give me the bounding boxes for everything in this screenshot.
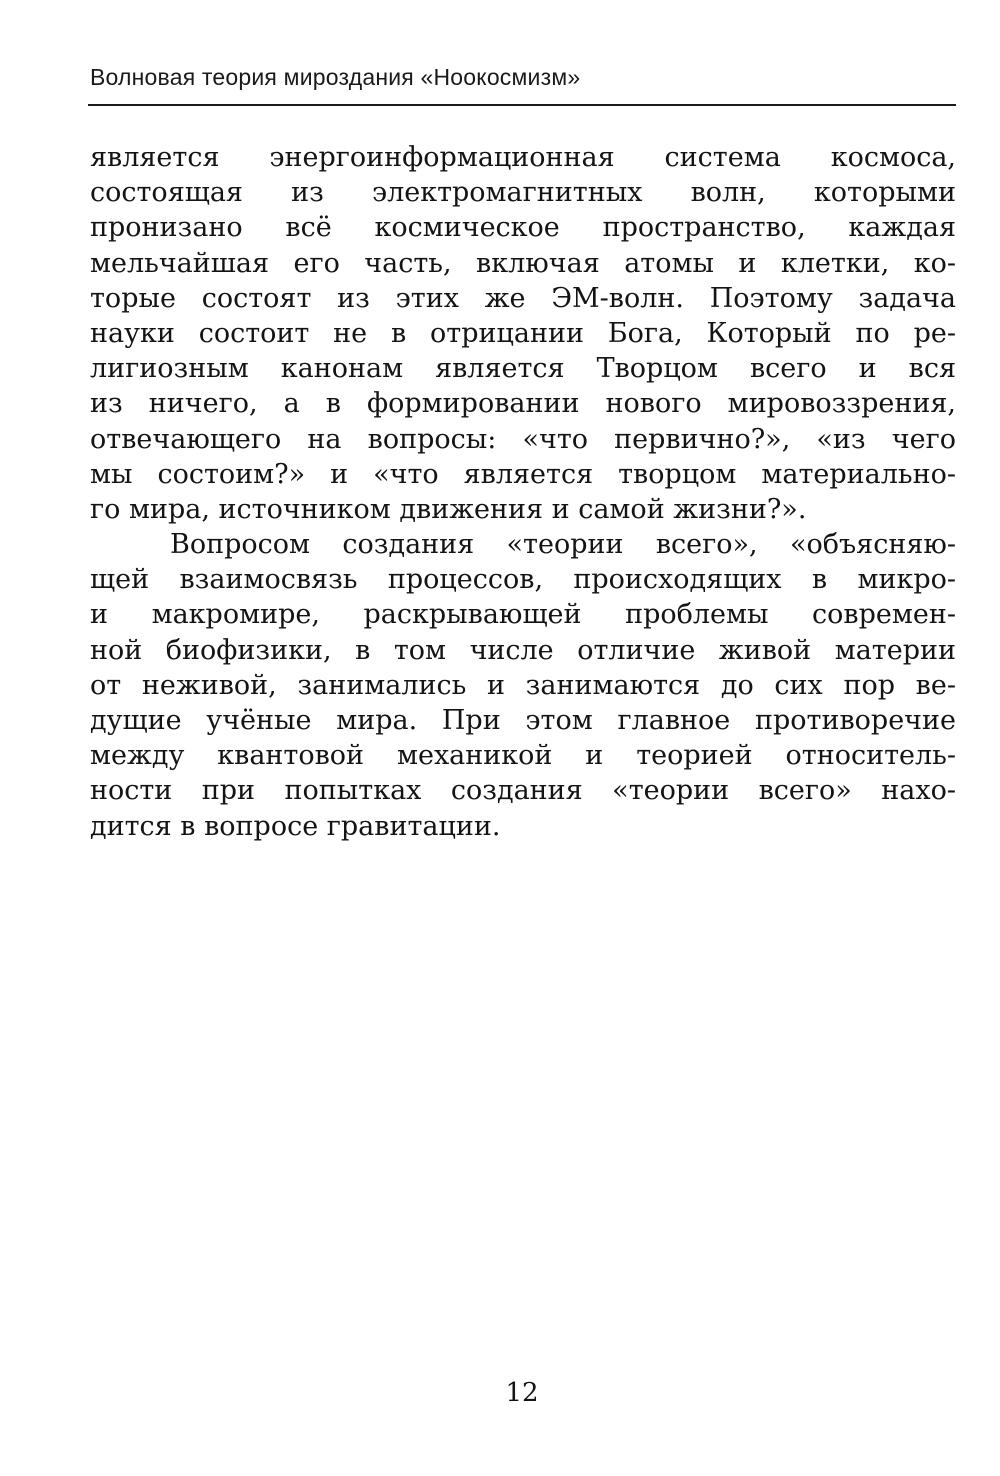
running-header: Волновая теория мироздания «Ноокосмизм» [90, 64, 581, 90]
page-number: 12 [505, 1378, 539, 1408]
text-line: дится в вопросе гравитации. [90, 810, 501, 842]
text-line: ной биофизики, в том числе отличие живой материи [90, 634, 956, 666]
header-rule [88, 104, 956, 106]
text-line: является энергоинформационная система космоса, [90, 142, 956, 173]
text-line: пронизано всё космическое пространство, каждая [90, 212, 956, 244]
text-line: состоящая из электромагнитных волн, которыми [90, 177, 956, 209]
paragraph-1 [90, 140, 956, 527]
text-line: и макромире, раскрывающей проблемы современ- [90, 599, 956, 631]
text-line: мельчайшая его часть, включая атомы и клетки, ко- [90, 247, 956, 279]
text-line: мы состоим?» и «что является творцом материально- [90, 458, 956, 490]
text-line: Вопросом создания «теории всего», «объясняю- [170, 529, 956, 561]
text-line: науки состоит не в отрицании Бога, Который по ре- [90, 317, 956, 349]
text-line: лигиозным канонам является Творцом всего и вся [90, 353, 956, 385]
text-line: между квантовой механикой и теорией относитель- [90, 740, 956, 772]
text-line: го мира, источником движения и самой жизни?». [90, 493, 807, 525]
text-line: щей взаимосвязь процессов, происходящих в микро- [90, 564, 956, 596]
text-line: дущие учёные мира. При этом главное противоречие [90, 705, 956, 736]
text-line: отвечающего на вопросы: «что первично?», «из чего [90, 423, 956, 455]
text-line: из ничего, а в формировании нового мировоззрения, [90, 388, 956, 420]
text-line: торые состоят из этих же ЭМ-волн. Поэтому задача [90, 282, 956, 314]
body-text [90, 140, 956, 844]
paragraph-2 [90, 527, 956, 844]
text-line: ности при попытках создания «теории всего» нахо- [90, 775, 956, 807]
text-line: от неживой, занимались и занимаются до сих пор ве- [90, 669, 956, 701]
